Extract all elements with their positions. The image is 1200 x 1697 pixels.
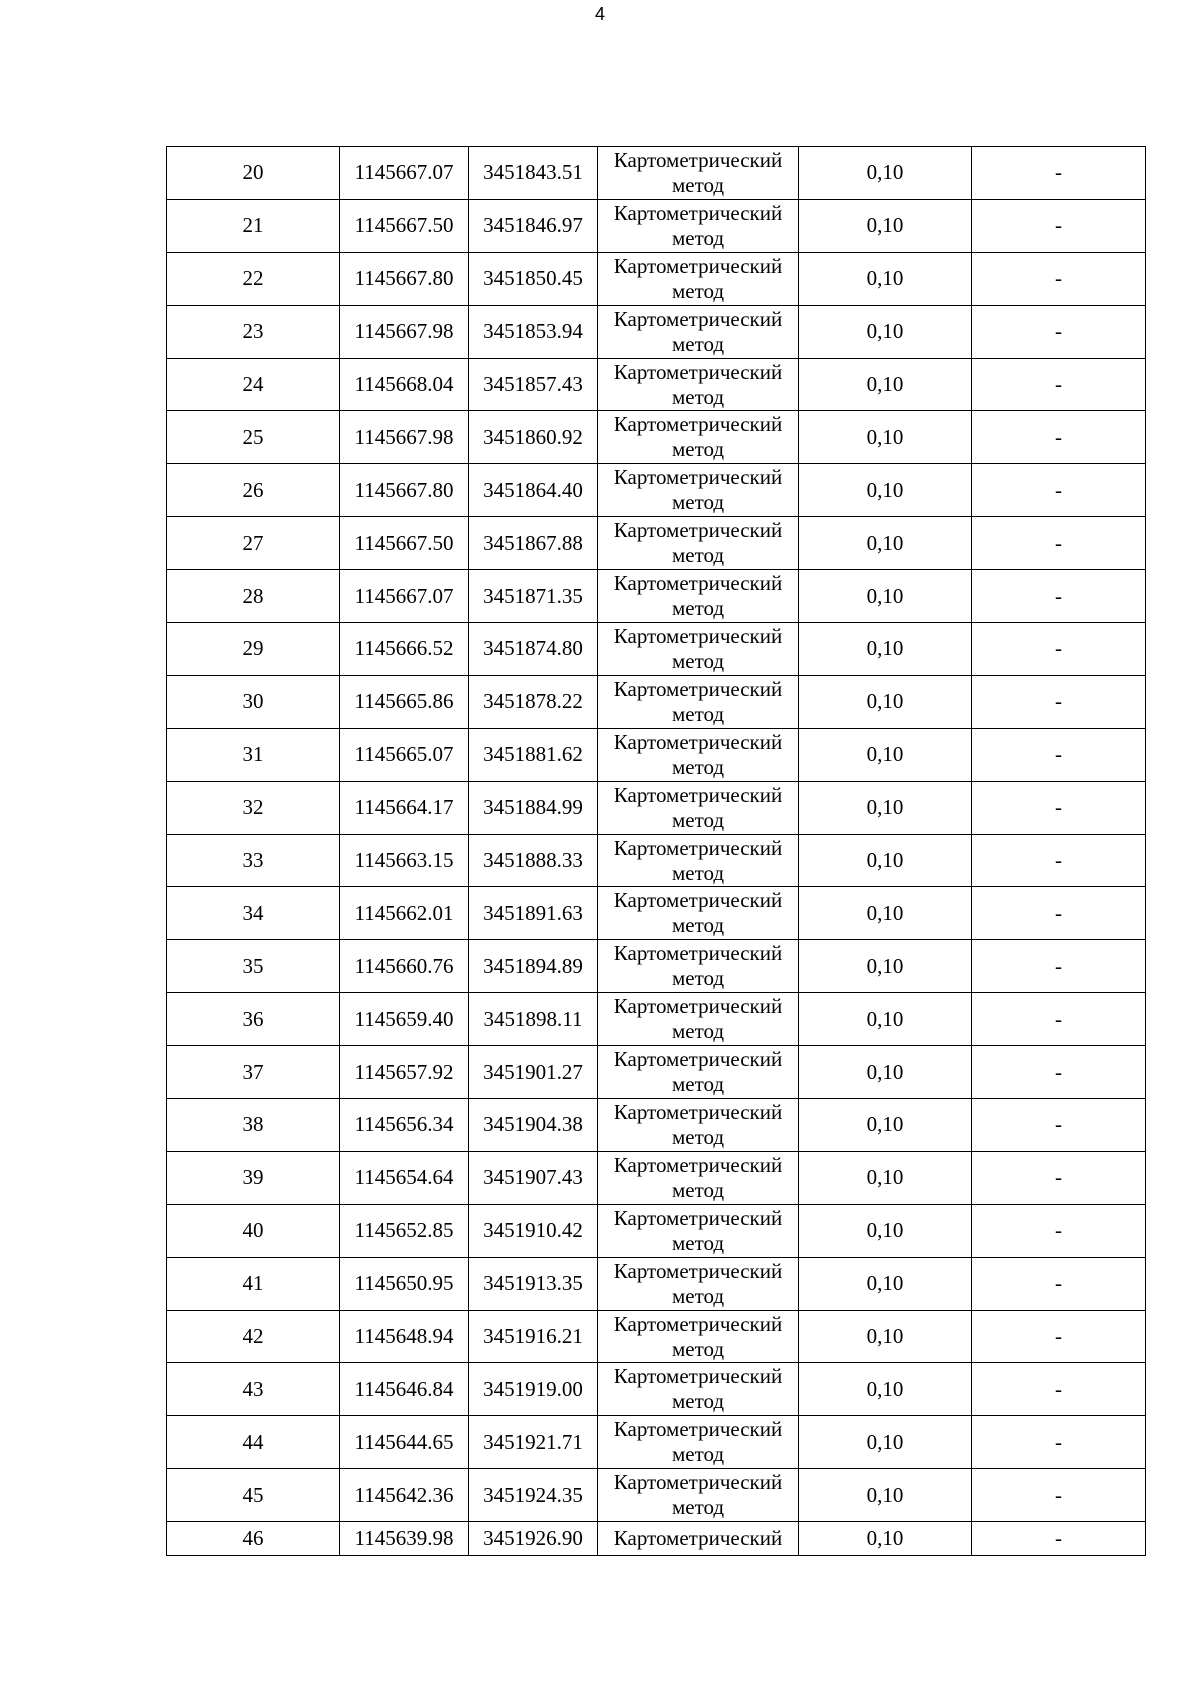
x-coordinate-cell: 1145659.40 bbox=[340, 993, 469, 1046]
point-number-cell: 39 bbox=[167, 1151, 340, 1204]
point-number-cell: 21 bbox=[167, 199, 340, 252]
x-coordinate-cell: 1145648.94 bbox=[340, 1310, 469, 1363]
point-number-cell: 34 bbox=[167, 887, 340, 940]
point-number-cell: 35 bbox=[167, 940, 340, 993]
table-row bbox=[167, 1257, 1146, 1310]
method-line-2: метод bbox=[671, 596, 725, 621]
method-line-2: метод bbox=[671, 225, 725, 250]
method-line-2: метод bbox=[671, 437, 725, 462]
method-line-2: метод bbox=[671, 331, 725, 356]
method-line-1: Картометрический bbox=[613, 729, 783, 754]
y-coordinate-cell: 3451901.27 bbox=[469, 1046, 598, 1099]
point-number-cell: 37 bbox=[167, 1046, 340, 1099]
description-cell: - bbox=[972, 358, 1146, 411]
description-cell: - bbox=[972, 570, 1146, 623]
table-row bbox=[167, 781, 1146, 834]
method-line-1: Картометрический bbox=[613, 359, 783, 384]
point-number-cell: 23 bbox=[167, 305, 340, 358]
x-coordinate-cell: 1145663.15 bbox=[340, 834, 469, 887]
x-coordinate-cell: 1145652.85 bbox=[340, 1204, 469, 1257]
method-cell bbox=[598, 570, 799, 623]
y-coordinate-cell: 3451910.42 bbox=[469, 1204, 598, 1257]
method-cell bbox=[598, 305, 799, 358]
description-cell: - bbox=[972, 728, 1146, 781]
method-cell bbox=[598, 1522, 799, 1556]
x-coordinate-cell: 1145650.95 bbox=[340, 1257, 469, 1310]
description-cell: - bbox=[972, 464, 1146, 517]
method-line-1: Картометрический bbox=[613, 1047, 783, 1072]
y-coordinate-cell: 3451853.94 bbox=[469, 305, 598, 358]
accuracy-cell: 0,10 bbox=[799, 1099, 972, 1152]
accuracy-cell: 0,10 bbox=[799, 358, 972, 411]
method-line-1: Картометрический bbox=[613, 623, 783, 648]
method-line-1: Картометрический bbox=[613, 1099, 783, 1124]
table-body bbox=[167, 147, 1146, 1556]
table-row bbox=[167, 147, 1146, 200]
method-line-2: метод bbox=[671, 1072, 725, 1097]
point-number-cell: 45 bbox=[167, 1469, 340, 1522]
point-number-cell: 41 bbox=[167, 1257, 340, 1310]
description-cell: - bbox=[972, 1522, 1146, 1556]
method-line-2: метод bbox=[671, 1495, 725, 1520]
method-cell bbox=[598, 1151, 799, 1204]
description-cell: - bbox=[972, 834, 1146, 887]
method-cell bbox=[598, 252, 799, 305]
point-number-cell: 32 bbox=[167, 781, 340, 834]
method-cell bbox=[598, 781, 799, 834]
method-line-2: метод bbox=[671, 966, 725, 991]
method-line-2: метод bbox=[671, 490, 725, 515]
description-cell: - bbox=[972, 1310, 1146, 1363]
description-cell: - bbox=[972, 1416, 1146, 1469]
x-coordinate-cell: 1145667.80 bbox=[340, 464, 469, 517]
table-row bbox=[167, 1469, 1146, 1522]
description-cell: - bbox=[972, 411, 1146, 464]
y-coordinate-cell: 3451864.40 bbox=[469, 464, 598, 517]
method-line-1: Картометрический bbox=[613, 1417, 783, 1442]
method-cell bbox=[598, 940, 799, 993]
method-cell bbox=[598, 1363, 799, 1416]
description-cell: - bbox=[972, 623, 1146, 676]
y-coordinate-cell: 3451871.35 bbox=[469, 570, 598, 623]
point-number-cell: 26 bbox=[167, 464, 340, 517]
y-coordinate-cell: 3451884.99 bbox=[469, 781, 598, 834]
method-line-1: Картометрический bbox=[613, 941, 783, 966]
method-line-1: Картометрический bbox=[613, 200, 783, 225]
method-line-1: Картометрический bbox=[613, 1311, 783, 1336]
table-row bbox=[167, 1099, 1146, 1152]
method-line-2: метод bbox=[671, 754, 725, 779]
point-number-cell: 42 bbox=[167, 1310, 340, 1363]
method-cell bbox=[598, 199, 799, 252]
table-row bbox=[167, 1416, 1146, 1469]
method-line-2: метод bbox=[671, 172, 725, 197]
description-cell: - bbox=[972, 1204, 1146, 1257]
description-cell: - bbox=[972, 675, 1146, 728]
accuracy-cell: 0,10 bbox=[799, 834, 972, 887]
method-line-1: Картометрический bbox=[613, 518, 783, 543]
y-coordinate-cell: 3451919.00 bbox=[469, 1363, 598, 1416]
description-cell: - bbox=[972, 1151, 1146, 1204]
y-coordinate-cell: 3451891.63 bbox=[469, 887, 598, 940]
method-cell bbox=[598, 1416, 799, 1469]
y-coordinate-cell: 3451921.71 bbox=[469, 1416, 598, 1469]
y-coordinate-cell: 3451846.97 bbox=[469, 199, 598, 252]
method-line-2: метод bbox=[671, 543, 725, 568]
method-cell bbox=[598, 1099, 799, 1152]
point-number-cell: 30 bbox=[167, 675, 340, 728]
method-cell bbox=[598, 887, 799, 940]
accuracy-cell: 0,10 bbox=[799, 1469, 972, 1522]
x-coordinate-cell: 1145642.36 bbox=[340, 1469, 469, 1522]
method-line-2: метод bbox=[671, 1124, 725, 1149]
description-cell: - bbox=[972, 147, 1146, 200]
description-cell: - bbox=[972, 993, 1146, 1046]
accuracy-cell: 0,10 bbox=[799, 940, 972, 993]
y-coordinate-cell: 3451843.51 bbox=[469, 147, 598, 200]
accuracy-cell: 0,10 bbox=[799, 464, 972, 517]
method-line-1: Картометрический bbox=[613, 412, 783, 437]
y-coordinate-cell: 3451907.43 bbox=[469, 1151, 598, 1204]
method-line-1: Картометрический bbox=[613, 835, 783, 860]
method-cell bbox=[598, 623, 799, 676]
table-row bbox=[167, 834, 1146, 887]
description-cell: - bbox=[972, 305, 1146, 358]
accuracy-cell: 0,10 bbox=[799, 305, 972, 358]
description-cell: - bbox=[972, 940, 1146, 993]
y-coordinate-cell: 3451857.43 bbox=[469, 358, 598, 411]
x-coordinate-cell: 1145662.01 bbox=[340, 887, 469, 940]
method-cell bbox=[598, 358, 799, 411]
x-coordinate-cell: 1145667.50 bbox=[340, 517, 469, 570]
y-coordinate-cell: 3451881.62 bbox=[469, 728, 598, 781]
x-coordinate-cell: 1145667.07 bbox=[340, 570, 469, 623]
point-number-cell: 46 bbox=[167, 1522, 340, 1556]
table-row bbox=[167, 411, 1146, 464]
point-number-cell: 20 bbox=[167, 147, 340, 200]
table-row bbox=[167, 728, 1146, 781]
point-number-cell: 33 bbox=[167, 834, 340, 887]
description-cell: - bbox=[972, 517, 1146, 570]
point-number-cell: 27 bbox=[167, 517, 340, 570]
method-line-2: метод bbox=[671, 1283, 725, 1308]
method-cell bbox=[598, 1469, 799, 1522]
point-number-cell: 31 bbox=[167, 728, 340, 781]
method-line-1: Картометрический bbox=[613, 1470, 783, 1495]
method-line-2: метод bbox=[671, 1019, 725, 1044]
accuracy-cell: 0,10 bbox=[799, 675, 972, 728]
method-cell bbox=[598, 1046, 799, 1099]
x-coordinate-cell: 1145668.04 bbox=[340, 358, 469, 411]
table-row bbox=[167, 887, 1146, 940]
table-row bbox=[167, 1046, 1146, 1099]
accuracy-cell: 0,10 bbox=[799, 1151, 972, 1204]
method-cell bbox=[598, 517, 799, 570]
method-line-1: Картометрический bbox=[613, 888, 783, 913]
x-coordinate-cell: 1145665.86 bbox=[340, 675, 469, 728]
table-row bbox=[167, 675, 1146, 728]
accuracy-cell: 0,10 bbox=[799, 1522, 972, 1556]
table-row bbox=[167, 1151, 1146, 1204]
method-line-1: Картометрический bbox=[613, 1364, 783, 1389]
method-line-1: Картометрический bbox=[613, 1205, 783, 1230]
method-cell bbox=[598, 993, 799, 1046]
accuracy-cell: 0,10 bbox=[799, 781, 972, 834]
table-row bbox=[167, 358, 1146, 411]
point-number-cell: 43 bbox=[167, 1363, 340, 1416]
x-coordinate-cell: 1145644.65 bbox=[340, 1416, 469, 1469]
table-row bbox=[167, 1310, 1146, 1363]
table-row bbox=[167, 1522, 1146, 1556]
method-line-1: Картометрический bbox=[613, 253, 783, 278]
accuracy-cell: 0,10 bbox=[799, 147, 972, 200]
accuracy-cell: 0,10 bbox=[799, 1310, 972, 1363]
accuracy-cell: 0,10 bbox=[799, 1416, 972, 1469]
method-line-1: Картометрический bbox=[613, 782, 783, 807]
description-cell: - bbox=[972, 781, 1146, 834]
y-coordinate-cell: 3451924.35 bbox=[469, 1469, 598, 1522]
method-line-2: метод bbox=[671, 278, 725, 303]
method-line-1: Картометрический bbox=[613, 1152, 783, 1177]
method-line-1: Картометрический bbox=[613, 147, 783, 172]
description-cell: - bbox=[972, 1363, 1146, 1416]
method-line-2: метод bbox=[671, 807, 725, 832]
point-number-cell: 28 bbox=[167, 570, 340, 623]
accuracy-cell: 0,10 bbox=[799, 517, 972, 570]
method-cell bbox=[598, 1204, 799, 1257]
point-number-cell: 38 bbox=[167, 1099, 340, 1152]
method-line-1: Картометрический bbox=[613, 994, 783, 1019]
y-coordinate-cell: 3451904.38 bbox=[469, 1099, 598, 1152]
x-coordinate-cell: 1145667.98 bbox=[340, 411, 469, 464]
y-coordinate-cell: 3451874.80 bbox=[469, 623, 598, 676]
accuracy-cell: 0,10 bbox=[799, 411, 972, 464]
method-cell bbox=[598, 675, 799, 728]
point-number-cell: 22 bbox=[167, 252, 340, 305]
y-coordinate-cell: 3451878.22 bbox=[469, 675, 598, 728]
description-cell: - bbox=[972, 199, 1146, 252]
table-row bbox=[167, 1204, 1146, 1257]
method-cell bbox=[598, 1257, 799, 1310]
accuracy-cell: 0,10 bbox=[799, 623, 972, 676]
method-line-1: Картометрический bbox=[613, 465, 783, 490]
point-number-cell: 40 bbox=[167, 1204, 340, 1257]
method-line-2: метод bbox=[671, 384, 725, 409]
method-cell bbox=[598, 728, 799, 781]
y-coordinate-cell: 3451898.11 bbox=[469, 993, 598, 1046]
accuracy-cell: 0,10 bbox=[799, 570, 972, 623]
x-coordinate-cell: 1145646.84 bbox=[340, 1363, 469, 1416]
table-row bbox=[167, 252, 1146, 305]
table-row bbox=[167, 464, 1146, 517]
method-line-1: Картометрический bbox=[613, 1258, 783, 1283]
description-cell: - bbox=[972, 1469, 1146, 1522]
method-line-2: метод bbox=[671, 860, 725, 885]
method-cell bbox=[598, 464, 799, 517]
description-cell: - bbox=[972, 1257, 1146, 1310]
method-line-2: метод bbox=[671, 701, 725, 726]
point-number-cell: 36 bbox=[167, 993, 340, 1046]
x-coordinate-cell: 1145639.98 bbox=[340, 1522, 469, 1556]
method-line-2: метод bbox=[671, 1177, 725, 1202]
method-line-1: Картометрический bbox=[613, 1526, 783, 1551]
y-coordinate-cell: 3451913.35 bbox=[469, 1257, 598, 1310]
accuracy-cell: 0,10 bbox=[799, 1363, 972, 1416]
table-row bbox=[167, 570, 1146, 623]
x-coordinate-cell: 1145667.80 bbox=[340, 252, 469, 305]
method-line-2: метод bbox=[671, 1230, 725, 1255]
x-coordinate-cell: 1145657.92 bbox=[340, 1046, 469, 1099]
x-coordinate-cell: 1145667.50 bbox=[340, 199, 469, 252]
method-line-2: метод bbox=[671, 648, 725, 673]
x-coordinate-cell: 1145667.98 bbox=[340, 305, 469, 358]
y-coordinate-cell: 3451916.21 bbox=[469, 1310, 598, 1363]
x-coordinate-cell: 1145665.07 bbox=[340, 728, 469, 781]
description-cell: - bbox=[972, 887, 1146, 940]
accuracy-cell: 0,10 bbox=[799, 1046, 972, 1099]
accuracy-cell: 0,10 bbox=[799, 1204, 972, 1257]
coordinates-table bbox=[166, 146, 1146, 1556]
table-row bbox=[167, 993, 1146, 1046]
method-line-2: метод bbox=[671, 1442, 725, 1467]
x-coordinate-cell: 1145666.52 bbox=[340, 623, 469, 676]
x-coordinate-cell: 1145667.07 bbox=[340, 147, 469, 200]
y-coordinate-cell: 3451860.92 bbox=[469, 411, 598, 464]
method-cell bbox=[598, 1310, 799, 1363]
accuracy-cell: 0,10 bbox=[799, 993, 972, 1046]
table-row bbox=[167, 940, 1146, 993]
y-coordinate-cell: 3451894.89 bbox=[469, 940, 598, 993]
x-coordinate-cell: 1145656.34 bbox=[340, 1099, 469, 1152]
accuracy-cell: 0,10 bbox=[799, 252, 972, 305]
description-cell: - bbox=[972, 1046, 1146, 1099]
y-coordinate-cell: 3451850.45 bbox=[469, 252, 598, 305]
method-line-2: метод bbox=[671, 1389, 725, 1414]
method-line-1: Картометрический bbox=[613, 306, 783, 331]
point-number-cell: 29 bbox=[167, 623, 340, 676]
x-coordinate-cell: 1145654.64 bbox=[340, 1151, 469, 1204]
accuracy-cell: 0,10 bbox=[799, 728, 972, 781]
table-row bbox=[167, 517, 1146, 570]
method-line-1: Картометрический bbox=[613, 676, 783, 701]
table-row bbox=[167, 305, 1146, 358]
point-number-cell: 24 bbox=[167, 358, 340, 411]
y-coordinate-cell: 3451867.88 bbox=[469, 517, 598, 570]
method-cell bbox=[598, 147, 799, 200]
method-line-2: метод bbox=[671, 913, 725, 938]
description-cell: - bbox=[972, 1099, 1146, 1152]
method-cell bbox=[598, 834, 799, 887]
method-line-2: метод bbox=[671, 1336, 725, 1361]
accuracy-cell: 0,10 bbox=[799, 887, 972, 940]
table-row bbox=[167, 199, 1146, 252]
method-line-1: Картометрический bbox=[613, 571, 783, 596]
y-coordinate-cell: 3451888.33 bbox=[469, 834, 598, 887]
accuracy-cell: 0,10 bbox=[799, 199, 972, 252]
table-row bbox=[167, 623, 1146, 676]
point-number-cell: 44 bbox=[167, 1416, 340, 1469]
page-number: 4 bbox=[594, 4, 605, 24]
table-row bbox=[167, 1363, 1146, 1416]
point-number-cell: 25 bbox=[167, 411, 340, 464]
x-coordinate-cell: 1145664.17 bbox=[340, 781, 469, 834]
method-cell bbox=[598, 411, 799, 464]
description-cell: - bbox=[972, 252, 1146, 305]
y-coordinate-cell: 3451926.90 bbox=[469, 1522, 598, 1556]
accuracy-cell: 0,10 bbox=[799, 1257, 972, 1310]
x-coordinate-cell: 1145660.76 bbox=[340, 940, 469, 993]
